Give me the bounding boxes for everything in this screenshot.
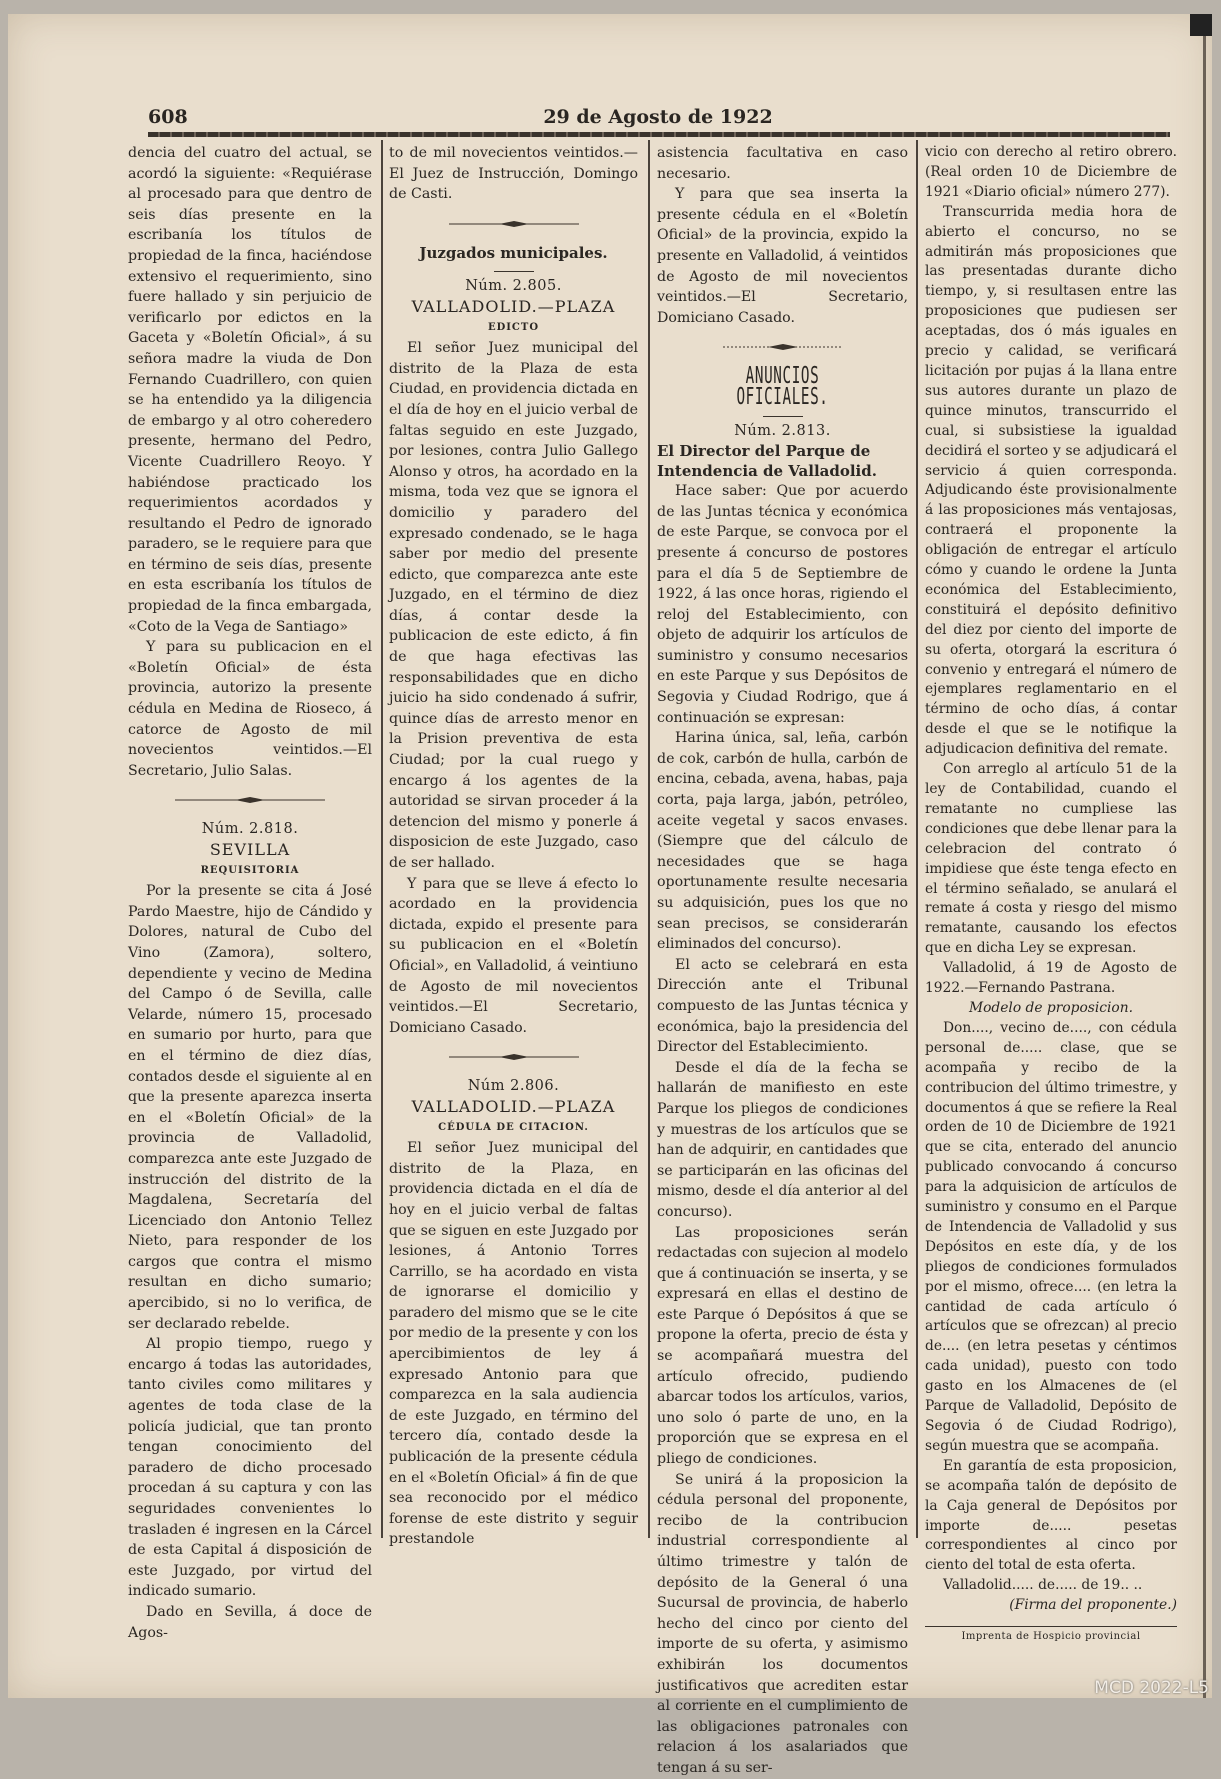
paragraph: vicio con derecho al retiro obrero. (Real orden 10 de Diciembre de 1921 «Diario oficial» número 277). (925, 143, 1177, 203)
column-3 (657, 143, 908, 1779)
paragraph: El señor Juez municipal del distrito de la Plaza de esta Ciudad, en providencia dictada en el día de hoy en el juicio verbal de faltas seguido en este Juzgado, por lesiones, contra Julio Gallego Alonso y otros, ha acordado en la misma, toda vez que se ignora el domicilio y paradero del expresado condenado, se le haga saber por medio del presente edicto, que comparezca ante este Juzgado, en el término de diez días, á contar desde la publicacion de este edicto, á fin de que haga efectivas las responsabilidades que en dicho juicio ha sido condenado á sufrir, quince días de arresto menor en la Prision preventiva de esta Ciudad; por la cual ruego y encargo á los agentes de la autoridad se sirvan proceder á la detencion del mismo y ponerle á disposicion de este Juzgado, caso de ser hallado. (389, 338, 638, 873)
paragraph: Las proposiciones serán redactadas con sujecion al modelo que á continuación se inserta, y se expresará en ellas el destino de este Parque ó Depósitos á que se propone la oferta, precio de ésta y se acompañará muestra del artículo ofrecido, pudiendo abarcar todos los artículos, varios, uno solo ó parte de uno, en la proporción que se expresa en el pliego de condiciones. (657, 1223, 908, 1470)
section-banner: ANUNCIOS OFICIALES. (705, 366, 861, 407)
column-1 (128, 143, 372, 1643)
notice-number: Núm. 2.818. (128, 819, 372, 840)
model-heading: Modelo de proposicion. (925, 999, 1177, 1019)
paragraph: Valladolid, á 19 de Agosto de 1922.—Fernando Pastrana. (925, 959, 1177, 999)
paragraph: Y para que se lleve á efecto lo acordado en la providencia dictada, expido el presente para su publicacion en el «Boletín Oficial», en Valladolid, á veintiuno de Agosto de mil novecientos veintidos.—El Secretario, Domiciano Casado. (389, 874, 638, 1039)
notice-type: REQUISITORIA (128, 861, 372, 882)
notice-type: EDICTO (389, 318, 638, 339)
issue-date: 29 de Agosto de 1922 (148, 106, 1168, 128)
notice-type: CÉDULA DE CITACION. (389, 1118, 638, 1139)
paragraph: Con arreglo al artículo 51 de la ley de Contabilidad, cuando el rematante no cumpliese las condiciones que debe llenar para la celebracion del contrato ó impidiese que éste tenga efecto en el término señalado, se anulará el remate á costa y riesgo del mismo rematante, causando los efectos que en dicha Ley se expresan. (925, 760, 1177, 959)
paragraph: Y para su publicacion en el «Boletín Oficial» de ésta provincia, autorizo la presente cédula en Medina de Rioseco, á catorce de Agosto de mil novecientos veintidos.—El Secretario, Julio Salas. (128, 637, 372, 781)
page-number: 608 (148, 106, 188, 128)
paragraph: asistencia facultativa en caso necesario. (657, 143, 908, 184)
signature-line: (Firma del proponente.) (925, 1596, 1177, 1616)
paragraph: El acto se celebrará en esta Dirección ante el Tribunal compuesto de las Juntas técnica y económica, bajo la presidencia del Director del Establecimiento. (657, 955, 908, 1058)
column-rule-1 (381, 140, 383, 1538)
ornament-separator (389, 1050, 638, 1064)
paragraph: Dado en Sevilla, á doce de Agos- (128, 1602, 372, 1643)
paragraph: Y para que sea inserta la presente cédula en el «Boletín Oficial» de la provincia, expido la presente en Valladolid, á veintidos de Agosto de mil novecientos veintidos.—El Secretario, Domiciano Casado. (657, 184, 908, 328)
short-rule (763, 416, 803, 417)
notice-place: VALLADOLID.—PLAZA (389, 297, 638, 318)
ornament-separator (657, 340, 908, 354)
archive-watermark: MCD 2022-L5 (1094, 1678, 1209, 1698)
notice-number: Núm. 2.805. (389, 276, 638, 297)
paragraph: Al propio tiempo, ruego y encargo á todas las autoridades, tanto civiles como militares y agentes de toda clase de la policía judicial, que tan pronto tengan conocimiento del paradero de dicho procesado procedan á su captura y con las seguridades convenientes lo trasladen é ingresen en la Cárcel de esta Capital á disposición de este Juzgado, por virtud del indicado sumario. (128, 1334, 372, 1602)
column-2 (389, 143, 638, 1550)
notice-place: VALLADOLID.—PLAZA (389, 1097, 638, 1118)
paragraph: Transcurrida media hora de abierto el concurso, no se admitirán más proposiciones que las presentadas durante dicho tiempo, y, si resultasen entre las proposiciones que pudiesen ser aceptadas, dos ó más iguales en precio y calidad, se verificará licitación por pujas á la llana entre sus autores durante un plazo de quince minutos, transcurrido el cual, si subsistiese la igualdad decidirá el sorteo y se adjudicará el servicio á quien corresponda. Adjudicando éste provisionalmente á las proposiciones más ventajosas, contraerá el proponente la obligación de entregar el artículo cómo y cuando le ordene la Junta económica del Establecimiento, constituirá el depósito definitivo del diez por ciento del importe de su oferta, otorgará la escritura ó convenio y entregará el número de ejemplares reglamentario en el término de ocho días, á contar desde el que se le notifique la adjudicacion definitiva del remate. (925, 203, 1177, 760)
short-rule (494, 271, 534, 272)
paragraph: Por la presente se cita á José Pardo Maestre, hijo de Cándido y Dolores, natural de Cubo del Vino (Zamora), soltero, dependiente y vecino de Medina del Campo ó de Sevilla, calle Velarde, número 15, procesado en sumario por hurto, para que en el término de diez días, contados desde el siguiente al en que la presente aparezca inserta en el «Boletín Oficial» de la provincia de Valladolid, comparezca ante este Juzgado de instrucción del distrito de la Magdalena, Secretaría del Licenciado don Antonio Tellez Nieto, para responder de los cargos que contra el mismo resultan en dicho sumario; apercibido, si no lo verifica, de ser declarado rebelde. (128, 881, 372, 1334)
printer-imprint: Imprenta de Hospicio provincial (925, 1627, 1177, 1647)
notice-number: Núm 2.806. (389, 1076, 638, 1097)
notice-number: Núm. 2.813. (657, 421, 908, 442)
notice-place: SEVILLA (128, 840, 372, 861)
column-4 (925, 143, 1177, 1647)
paragraph: dencia del cuatro del actual, se acordó la siguiente: «Requiérase al procesado para que dentro de seis días presente en la escribanía los títulos de propiedad de la finca, haciéndose extensivo el requerimiento, sino fuere hallado y sin perjuicio de verificarlo por edictos en la Gaceta y «Boletín Oficial», á su señora madre la viuda de Don Fernando Cuadrillero, con quien se ha entendido ya la diligencia de embargo y al otro coheredero presente, hermano del Pedro, Vicente Cuadrillero Reoyo. Y habiéndose practicado los requerimientos acordados y resultando el Pedro de ignorado paradero, se le requiere para que en término de seis días, presente en esta escribanía los títulos de propiedad de la finca embargada, «Coto de la Vega de Santiago» (128, 143, 372, 637)
ornament-separator (128, 793, 372, 807)
corner-mark (1190, 14, 1212, 36)
paragraph: El señor Juez municipal del distrito de la Plaza, en providencia dictada en el día de hoy en el juicio verbal de faltas que se siguen en este Juzgado por lesiones, á Antonio Torres Carrillo, se ha acordado en vista de ignorarse el domicilio y paradero del mismo que se le cite por medio de la presente y con los apercibimientos de ley á expresado Antonio para que comparezca en la sala audiencia de este Juzgado, en término del tercero día, contado desde la publicación de la presente cédula en el «Boletín Oficial» á fin de que sea reconocido por el médico forense de este distrito y seguir prestandole (389, 1138, 638, 1550)
paragraph: Desde el día de la fecha se hallarán de manifiesto en este Parque los pliegos de condiciones y muestras de los artículos que se han de adquirir, en cantidades que se participarán en las oficinas del mismo, desde el día anterior al del concurso). (657, 1058, 908, 1223)
running-header (148, 106, 1168, 132)
paragraph: Hace saber: Que por acuerdo de las Juntas técnica y económica de este Parque, se convoca por el presente á concurso de postores para el día 5 de Septiembre de 1922, á las once horas, rigiendo el reloj del Establecimiento, con objeto de adquirir los artículos de suministro y consumo necesarios en este Parque y sus Depósitos de Segovia y Ciudad Rodrigo, que á continuación se expresan: (657, 481, 908, 728)
paragraph: Se unirá á la proposicion la cédula personal del proponente, recibo de la contribucion industrial correspondiente al último trimestre y talón de depósito de la General ó una Sucursal de provincia, de haberlo hecho del cinco por ciento del importe de su oferta, y asimismo exhibirán los documentos justificativos que acrediten estar al corriente en el cumplimiento de las obligaciones patronales con relacion á los asalariados que tengan á su ser- (657, 1470, 908, 1779)
paragraph: to de mil novecientos veintidos.—El Juez de Instrucción, Domingo de Casti. (389, 143, 638, 205)
column-rule-3 (916, 140, 918, 1538)
paragraph: Valladolid..... de..... de 19.. .. (925, 1576, 1177, 1596)
ornament-separator (389, 217, 638, 231)
paragraph: Harina única, sal, leña, carbón de cok, carbón de hulla, carbón de encina, cebada, avena, habas, paja corta, paja larga, jabón, petróleo, aceite vegetal y sacos envases. (Siempre que del cálculo de necesidades que se haga oportunamente resulte necesaria su adquisición, pues los que no sean precisos, se considerarán eliminados del concurso). (657, 728, 908, 955)
paragraph: Don...., vecino de...., con cédula personal de..... clase, que se acompaña y recibo de la contribucion del último trimestre, y documentos á que se refiere la Real orden de 10 de Diciembre de 1921 que se cita, enterado del anuncio publicado convocando á concurso para la adquisicion de artículos de suministro y consumo en el Parque de Intendencia de Valladolid y sus Depósitos en este día, y de los pliegos de condiciones formulados por el mismo, ofrece.... (en letra la cantidad de cada artículo ó artículos que se ofrezcan) al precio de.... (en letra pesetas y céntimos cada unidad), puesto con todo gasto en los Almacenes de (el Parque de Valladolid, Depósito de Segovia ó de Ciudad Rodrigo), según muestra que se acompaña. (925, 1019, 1177, 1457)
header-rule (148, 132, 1170, 137)
column-rule-2 (648, 140, 650, 1538)
page-edge (1203, 14, 1206, 1698)
paragraph: En garantía de esta proposicion, se acompaña talón de depósito de la Caja general de Depósitos por importe de..... pesetas correspondientes al cinco por ciento del total de esta oferta. (925, 1457, 1177, 1576)
section-heading: Juzgados municipales. (389, 243, 638, 264)
notice-heading: El Director del Parque de Intendencia de Valladolid. (657, 441, 908, 481)
